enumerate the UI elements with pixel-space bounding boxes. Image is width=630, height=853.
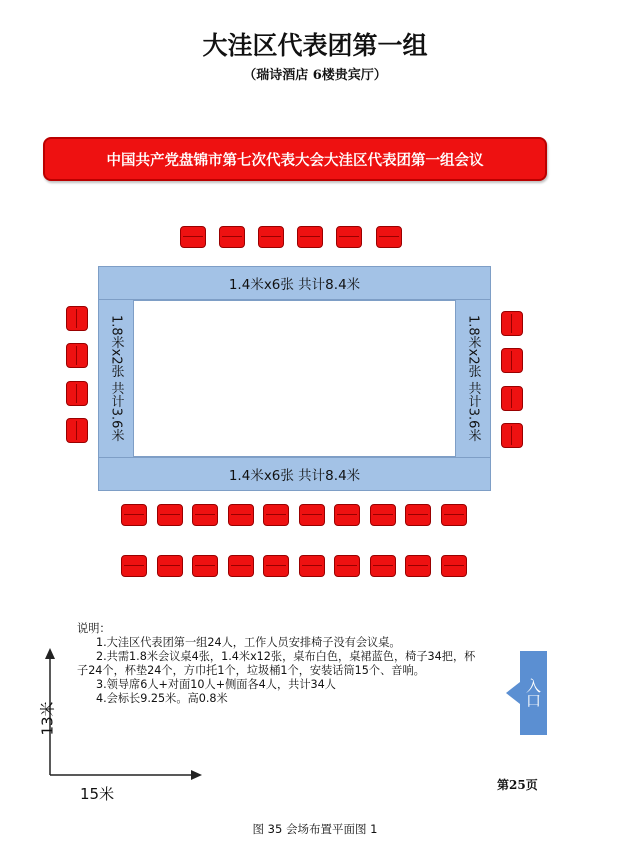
note-item: 1.大洼区代表团第一组24人，工作人员安排椅子没有会议桌。 (96, 636, 401, 649)
page-number: 第25页 (497, 778, 538, 792)
meeting-banner: 中国共产党盘锦市第七次代表大会大洼区代表团第一组会议 (43, 137, 547, 181)
note-item: 4.会标长9.25米。高0.8米 (96, 692, 228, 705)
table-right-label: 1.8米x2张 共计3.6米 (465, 315, 481, 442)
height-dimension-label: 13米 (38, 701, 57, 736)
table-top-label: 1.4米x6张 共计8.4米 (228, 277, 361, 293)
width-dimension-label: 15米 (80, 785, 115, 803)
note-item: 子24个，杯垫24个，方巾托1个，垃圾桶1个，安装话筒15个、音响。 (77, 664, 425, 677)
figure-caption: 图 35 会场布置平面图 1 (252, 822, 378, 836)
notes-heading: 说明： (77, 622, 111, 635)
horizontal-axis-arrow-icon (191, 770, 202, 780)
table-bottom-label: 1.4米x6张 共计8.4米 (228, 468, 361, 484)
page-title: 大洼区代表团第一组 (202, 31, 428, 60)
note-item: 3.领导席6人+对面10人+侧面各4人，共计34人 (96, 678, 336, 691)
venue-subtitle: （瑞诗酒店 6楼贵宾厅） (243, 68, 387, 83)
table-left-label: 1.8米x2张 共计3.6米 (108, 315, 124, 442)
entrance-text: 入口 (524, 678, 542, 708)
note-item: 2.共需1.8米会议桌4张，1.4米x12张，桌布白色，桌裙蓝色，椅子34把，杯 (96, 650, 476, 663)
vertical-axis-arrow-icon (45, 648, 55, 659)
